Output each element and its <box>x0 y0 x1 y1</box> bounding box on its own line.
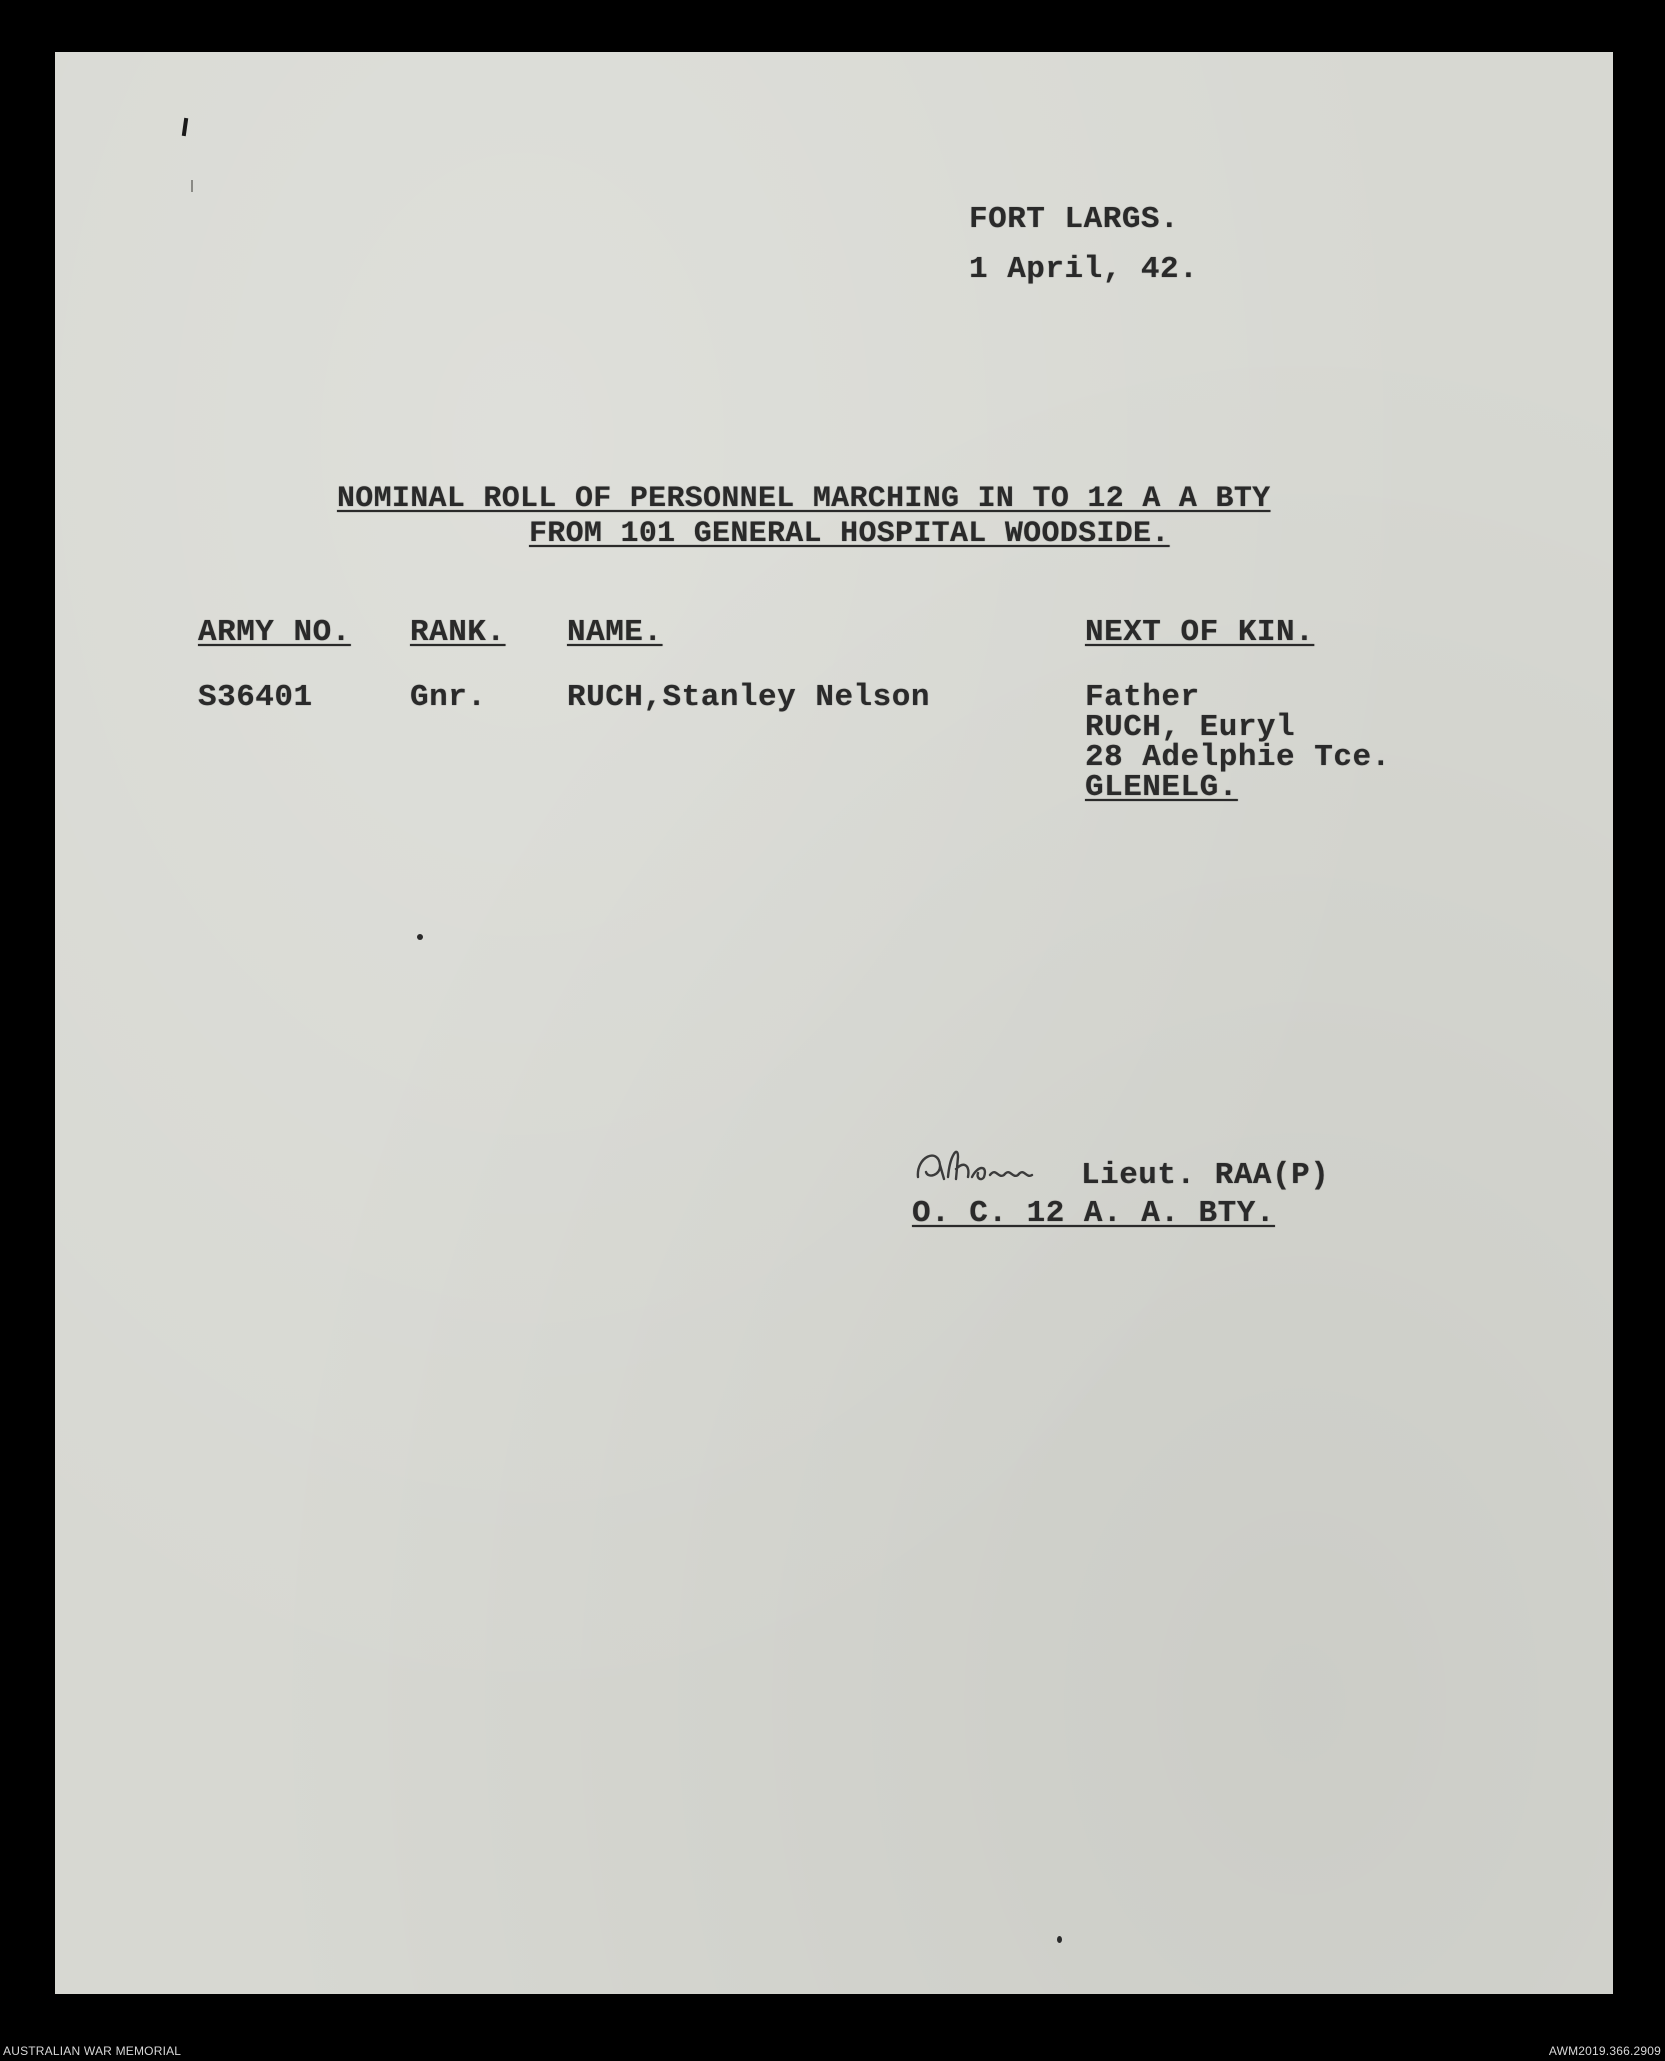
place-line: FORT LARGS. <box>969 202 1180 237</box>
army-number: S36401 <box>198 680 313 715</box>
footer-accession-number: AWM2019.366.2909 <box>1548 2044 1661 2058</box>
rank: Gnr. <box>410 680 487 715</box>
column-header-army-no: ARMY NO. <box>198 615 351 650</box>
footer-institution: AUSTRALIAN WAR MEMORIAL <box>3 2044 182 2058</box>
next-of-kin-address: 28 Adelphie Tce. <box>1085 740 1391 775</box>
column-header-next-of-kin: NEXT OF KIN. <box>1085 615 1315 650</box>
document-title-line-2: FROM 101 GENERAL HOSPITAL WOODSIDE. <box>529 517 1170 551</box>
signatory-title: O. C. 12 A. A. BTY. <box>912 1196 1275 1231</box>
column-header-name: NAME. <box>567 615 663 650</box>
next-of-kin-name: RUCH, Euryl <box>1085 710 1296 745</box>
ink-dot <box>417 934 423 940</box>
margin-mark <box>191 180 193 192</box>
margin-mark <box>182 118 188 136</box>
handwritten-signature <box>908 1137 1083 1197</box>
signatory-rank: Lieut. RAA(P) <box>1081 1158 1330 1193</box>
name: RUCH,Stanley Nelson <box>567 680 930 715</box>
next-of-kin-suburb: GLENELG. <box>1085 770 1238 805</box>
next-of-kin-relation: Father <box>1085 680 1200 715</box>
document-title-line-1: NOMINAL ROLL OF PERSONNEL MARCHING IN TO 12 A A BTY <box>337 482 1271 516</box>
document-page <box>55 52 1613 1994</box>
ink-dot <box>1057 1936 1062 1943</box>
date-line: 1 April, 42. <box>969 252 1199 287</box>
column-header-rank: RANK. <box>410 615 506 650</box>
